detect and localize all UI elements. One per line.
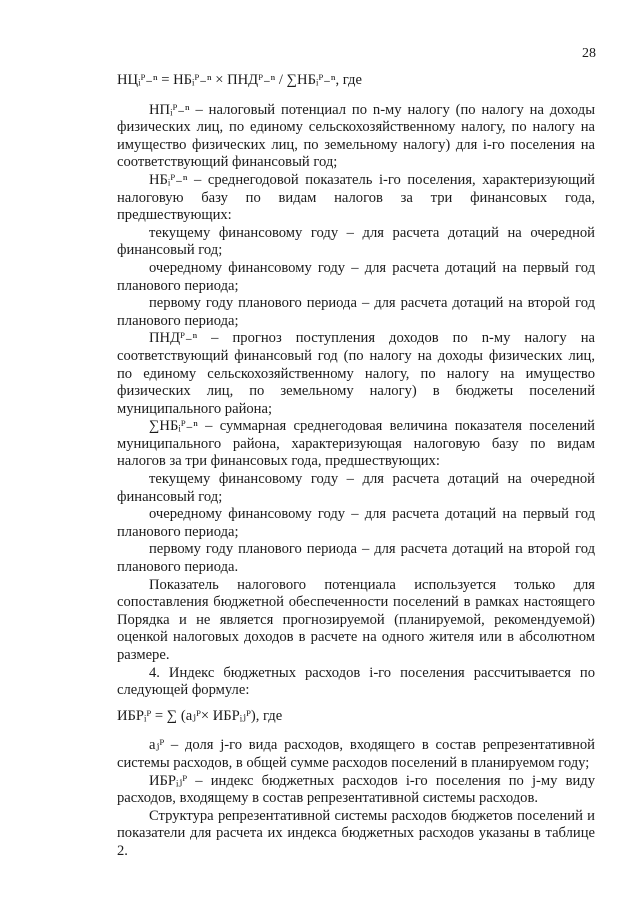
paragraph-13: aⱼᴾ – доля j-го вида расходов, входящего в состав репрезентативной системы расходов, в общей сумме расходов поселений в планируемом году; (117, 737, 595, 771)
formula-budget-index: ИБРᵢᴾ = ∑ (aⱼᴾ× ИБРᵢⱼᴾ), где (117, 707, 283, 724)
paragraph-5: первому году планового периода – для расчета дотаций на второй год планового периода; (117, 295, 595, 329)
paragraph-8: текущему финансовому году – для расчета дотаций на очередной финансовый год; (117, 471, 595, 505)
paragraph-15: Структура репрезентативной системы расходов бюджетов поселений и показатели для расчета их индекса бюджетных расходов указаны в таблице 2. (117, 807, 595, 859)
paragraph-4: очередному финансовому году – для расчета дотаций на первый год планового периода; (117, 259, 595, 294)
paragraph-1: НПᵢᴾ₋ⁿ – налоговый потенциал по n-му налогу (по налогу на доходы физических лиц, по единому сельскохозяйственному налогу, по налогу на имущество физических лиц, по земельному налогу) для i-го поселения на соответствующий финансовый год; (117, 101, 595, 171)
page-number: 28 (582, 46, 596, 61)
paragraph-6: ПНДᴾ₋ⁿ – прогноз поступления доходов по n-му налогу на соответствующий финансовый год (по налогу на доходы физических лиц, по единому сельскохозяйственному налогу, по налогу на имущество физических лиц, по земельному налогу) в бюджеты поселений муниципального района; (117, 330, 595, 417)
formula-tax-potential: НЦᵢᴾ₋ⁿ = НБᵢᴾ₋ⁿ × ПНДᴾ₋ⁿ / ∑НБᵢᴾ₋ⁿ, где (117, 72, 362, 88)
paragraph-12: 4. Индекс бюджетных расходов i-го поселения рассчитывается по следующей формуле: (117, 664, 595, 699)
paragraph-11: Показатель налогового потенциала используется только для сопоставления бюджетной обеспеченности поселений в рамках настоящего Порядка и не является прогнозируемой (планируемой, рекомендуемой) оценкой налоговых доходов в расчете на одного жителя или в абсолютном размере. (117, 576, 595, 663)
paragraph-9: очередному финансовому году – для расчета дотаций на первый год планового периода; (117, 506, 595, 540)
paragraph-10: первому году планового периода – для расчета дотаций на второй год планового периода. (117, 541, 595, 576)
paragraph-3: текущему финансовому году – для расчета дотаций на очередной финансовый год; (117, 224, 595, 259)
paragraph-7: ∑НБᵢᴾ₋ⁿ – суммарная среднегодовая величина показателя поселений муниципального района, характеризующая налоговую базу по видам налогов за три финансовых года, предшествующих: (117, 418, 595, 470)
body-text (117, 66, 595, 861)
paragraph-2: НБᵢᴾ₋ⁿ – среднегодовой показатель i-го поселения, характеризующий налоговую базу по видам налогов за три финансовых года, предшествующих: (117, 171, 595, 224)
paragraph-14: ИБРᵢⱼᴾ – индекс бюджетных расходов i-го поселения по j-му виду расходов, входящему в состав репрезентативной системы расходов. (117, 772, 595, 807)
